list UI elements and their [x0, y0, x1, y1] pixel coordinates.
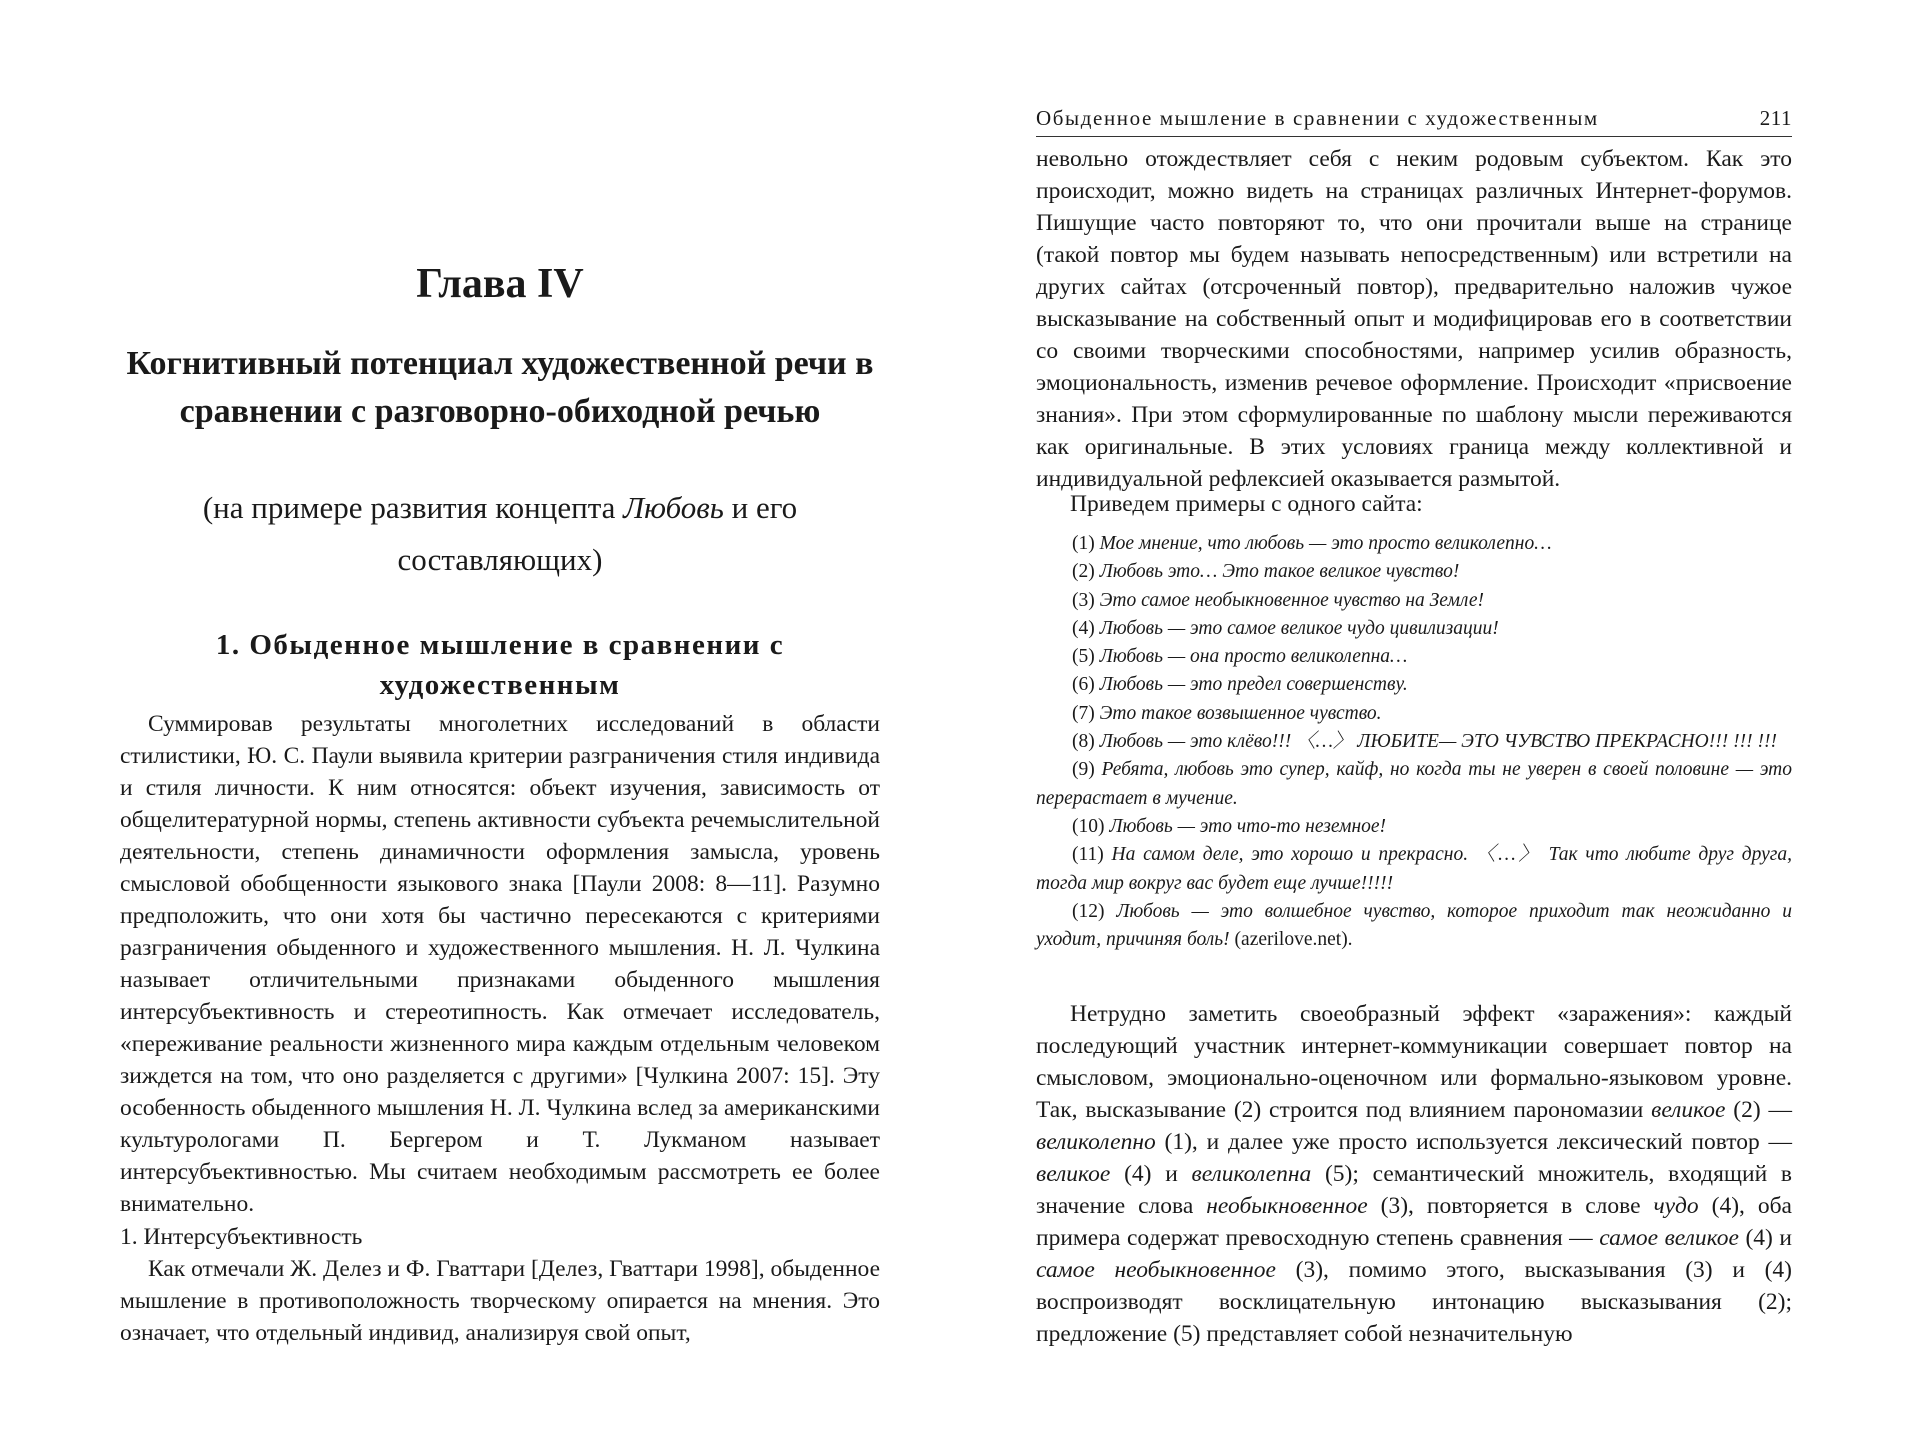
subtitle-text-after: и его составляющих): [397, 490, 798, 577]
chapter-title: Когнитивный потенциал художественной речи в сравнении с разговорно-обиходной речью: [126, 345, 874, 430]
example-item: (8) Любовь — это клёво!!! 〈…〉 ЛЮБИТЕ— ЭТО ЧУВСТВО ПРЕКРАСНО!!! !!! !!!: [1072, 731, 1777, 753]
example-item: (10) Любовь — это что-то неземное!: [1072, 815, 1387, 837]
example-item: (1) Мое мнение, что любовь — это просто великолепно…: [1072, 533, 1552, 554]
examples-list: [1036, 530, 1792, 954]
example-item: (9) Ребята, любовь это супер, кайф, но когда ты не уверен в своей половине — это перерастает в мучение.: [1036, 759, 1792, 809]
section-title: 1. Обыденное мышление в сравнении с художественным: [215, 629, 785, 701]
left-paragraph-1: Суммировав результаты многолетних исследований в области стилистики, Ю. С. Паули выявила критерии разграничения стиля индивида и стиля личности. К ним относятся: объект изучения, зависимость от общелитературной нормы, степень активности субъекта речемыслительной деятельности, степень динамичности оформления замысла, уровень смысловой обобщенности языкового знака [Паули 2008: 8—11]. Разумно предположить, что они хотя бы частично пересекаются с критериями разграничения обыденного и художественного мышления. Н. Л. Чулкина называет отличительными признаками обыденного мышления интерсубъективность и стереотипность. Как отмечает исследователь, «переживание реальности жизненного мира каждым отдельным человеком зиждется на том, что оно разделяется с другими» [Чулкина 2007: 15]. Эту особенность обыденного мышления Н. Л. Чулкина вслед за американскими культурологами П. Бергером и Т. Лукманом называет интерсубъективностью. Мы считаем необходимым рассмотреть ее более внимательно.: [120, 711, 880, 1217]
example-item: (12) Любовь — это волшебное чувство, которое приходит так неожиданно и уходит, причиняя боль! (azerilove.net).: [1036, 900, 1792, 951]
example-item: (5) Любовь — она просто великолепна…: [1072, 646, 1408, 668]
chapter-subtitle: [120, 482, 880, 586]
running-title: Обыденное мышление в сравнении с художественным: [1036, 106, 1599, 130]
left-paragraph-2: Как отмечали Ж. Делез и Ф. Гваттари [Делез, Гваттари 1998], обыденное мышление в противоположность творческому опирается на мнения. Это означает, что отдельный индивид, анализируя свой опыт,: [120, 1256, 880, 1346]
example-item: (4) Любовь — это самое великое чудо цивилизации!: [1072, 617, 1499, 639]
examples-intro: Приведем примеры с одного сайта:: [1070, 491, 1423, 517]
right-paragraph-2: Нетрудно заметить своеобразный эффект «заражения»: каждый последующий участник интернет-коммуникации совершает повтор на смысловом, эмоционально-оценочном или формально-языковом уровне. Так, высказывание (2) строится под влиянием парономазии великое (2) — великолепно (1), и далее уже просто используется лексический повтор — великое (4) и великолепна (5); семантический множитель, входящий в значение слова необыкновенное (3), повторяется в слове чудо (4), оба примера содержат превосходную степень сравнения — самое великое (4) и самое необыкновенное (3), помимо этого, высказывания (3) и (4) воспроизводят восклицательную интонацию высказывания (2); предложение (5) представляет собой незначительную: [1036, 1001, 1793, 1347]
subsection-heading: 1. Интерсубъективность: [120, 1224, 363, 1250]
example-item: (2) Любовь это… Это такое великое чувство!: [1072, 561, 1460, 583]
right-page: [952, 0, 1905, 1432]
subtitle-text-before: (на примере развития концепта: [202, 490, 624, 525]
example-item: (7) Это такое возвышенное чувство.: [1072, 702, 1382, 724]
left-page: [0, 0, 952, 1432]
example-item: (11) На самом деле, это хорошо и прекрасно. 〈…〉 Так что любите друг друга, тогда мир вокруг вас будет еще лучше!!!!!: [1036, 844, 1792, 894]
subtitle-concept: Любовь: [623, 490, 724, 525]
running-header: [1036, 106, 1792, 137]
chapter-heading: Глава IV: [416, 261, 584, 307]
right-paragraph-1: невольно отождествляет себя с неким родовым субъектом. Как это происходит, можно видеть на страницах различных Интернет-форумов. Пишущие часто повторяют то, что они прочитали выше на странице (такой повтор мы будем называть непосредственным) или встретили на других сайтах (отсроченный повтор), предварительно наложив чужое высказывание на собственный опыт и модифицировав его в соответствии со своими творческими способностями, например усилив образность, эмоциональность, изменив речевое оформление. Происходит «присвоение знания». При этом сформулированные по шаблону мысли переживаются как оригинальные. В этих условиях граница между коллективной и индивидуальной рефлексией оказывается размытой.: [1036, 146, 1792, 492]
page-number: 211: [1759, 106, 1792, 130]
example-item: (3) Это самое необыкновенное чувство на Земле!: [1072, 589, 1485, 611]
example-item: (6) Любовь — это предел совершенству.: [1072, 674, 1408, 696]
